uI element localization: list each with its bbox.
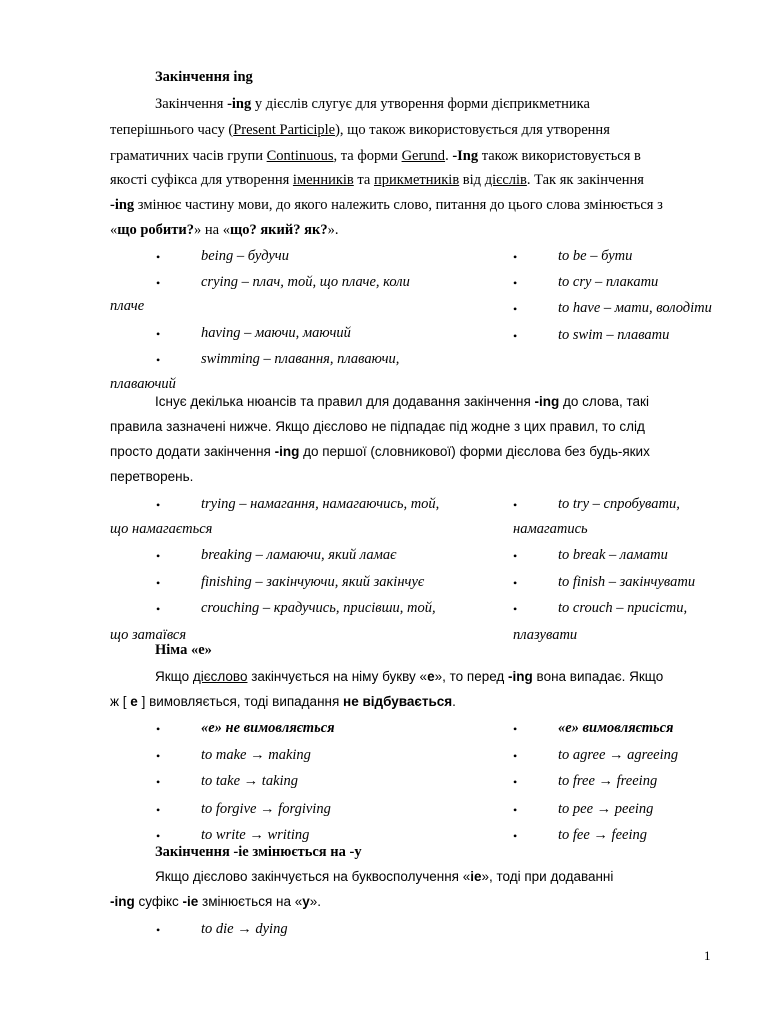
bullet: • [156,576,161,590]
list-item: being – будучи [201,248,289,264]
bullet: • [513,829,518,843]
bullet: • [156,722,161,736]
bullet: • [156,923,161,937]
list-item: to break – ламати [558,547,668,563]
bullet: • [513,276,518,290]
para1-line5: -ing змінює частину мови, до якого належить слово, питання до цього слова змінюється з [110,197,663,213]
list-item: to crouch – присісти, [558,600,688,616]
list-item: to pee → peeing [558,801,654,817]
bullet: • [513,803,518,817]
adjectives-link[interactable]: прикметників [373,172,460,188]
section3-line2: -ing суфікс -ie змінюється на «y». [110,894,322,909]
list-item: to take → taking [201,773,299,789]
heading-ie-to-y: Закінчення -ie змінюється на -y [155,844,362,860]
list-item: to be – бути [558,248,633,264]
list-item: finishing – закінчуючи, який закінчує [201,574,425,590]
bullet: • [156,803,161,817]
para2-line2: правила зазначені нижче. Якщо дієслово не підпадає під жодне з цих правил, то слід [110,419,645,434]
heading-ing: Закінчення ing [155,69,253,85]
list-item: to agree → agreeing [558,747,679,763]
bullet: • [513,749,518,763]
bullet: • [513,549,518,563]
verb-link[interactable]: дієслово [192,669,248,684]
page-number: 1 [704,948,711,963]
bullet: • [156,602,161,616]
list-item: to forgive → forgiving [201,801,331,817]
list-item: to try – спробувати, [558,496,680,512]
list-item: to swim – плавати [558,327,670,343]
bullet: • [513,498,518,512]
para1-line3: граматичних часів групи Continuous, та форми Gerund. -Ing також використовується в [110,148,641,164]
list-item-cont: плаваючий [110,376,176,392]
bullet: • [156,775,161,789]
section2-line1: Якщо дієслово закінчується на німу букву «e», то перед -ing вона випадає. Якщо [155,669,664,684]
list-item: to fee → feeing [558,827,647,843]
para2-line4: перетворень. [110,469,194,484]
para2-line1: Існує декілька нюансів та правил для додавання закінчення -ing до слова, такі [155,394,649,409]
verbs-link[interactable]: дієслів [484,172,527,188]
list-item-cont: що затаївся [110,627,187,643]
list-item: crying – плач, той, що плаче, коли [201,274,410,290]
list-item: to make → making [201,747,311,763]
para1-line4: якості суфікса для утворення іменників та прикметників від дієслів. Так як закінчення [110,172,644,188]
present-participle-link[interactable]: Present Participle [233,122,336,138]
left-column-heading: «e» не вимовляється [201,720,335,736]
section3-line1: Якщо дієслово закінчується на буквосполучення «ie», тоді при додаванні [155,869,614,884]
bullet: • [513,250,518,264]
nouns-link[interactable]: іменників [292,172,354,188]
bullet: • [156,353,161,367]
para1-line1: Закінчення -ing у дієслів слугує для утворення форми дієприкметника [155,96,590,112]
para2-line3: просто додати закінчення -ing до першої (словникової) форми дієслова без будь-яких [110,444,650,459]
list-item: trying – намагання, намагаючись, той, [201,496,440,512]
list-item: to cry – плакати [558,274,659,290]
list-item: crouching – крадучись, присівши, той, [201,600,436,616]
list-item: to die → dying [201,921,288,937]
bullet: • [513,722,518,736]
bullet: • [156,327,161,341]
gerund-link[interactable]: Gerund [401,148,446,164]
list-item-cont: плазувати [513,627,578,643]
list-item: breaking – ламаючи, який ламає [201,547,397,563]
bullet: • [156,549,161,563]
bullet: • [156,829,161,843]
list-item: swimming – плавання, плаваючи, [201,351,400,367]
bullet: • [156,498,161,512]
para1-line6: «що робити?» на «що? який? як?». [110,222,339,238]
right-column-heading: «e» вимовляється [558,720,674,736]
list-item: to write → writing [201,827,310,843]
bullet: • [513,775,518,789]
list-item: to free → freeing [558,773,658,789]
bullet: • [513,602,518,616]
list-item: to have – мати, володіти [558,300,712,316]
bullet: • [156,276,161,290]
list-item-cont: плаче [110,298,145,314]
list-item-cont: що намагається [110,521,213,537]
heading-silent-e: Німа «е» [155,642,212,658]
continuous-link[interactable]: Continuous [266,148,334,164]
bullet: • [513,329,518,343]
bullet: • [513,576,518,590]
bullet: • [156,749,161,763]
para1-line2: теперішнього часу (Present Participle), що також використовується для утворення [110,122,610,138]
list-item-cont: намагатись [513,521,588,537]
bullet: • [513,302,518,316]
section2-line2: ж [ e ] вимовляється, тоді випадання не відбувається. [110,694,456,709]
list-item: to finish – закінчувати [558,574,696,590]
list-item: having – маючи, маючий [201,325,351,341]
bullet: • [156,250,161,264]
